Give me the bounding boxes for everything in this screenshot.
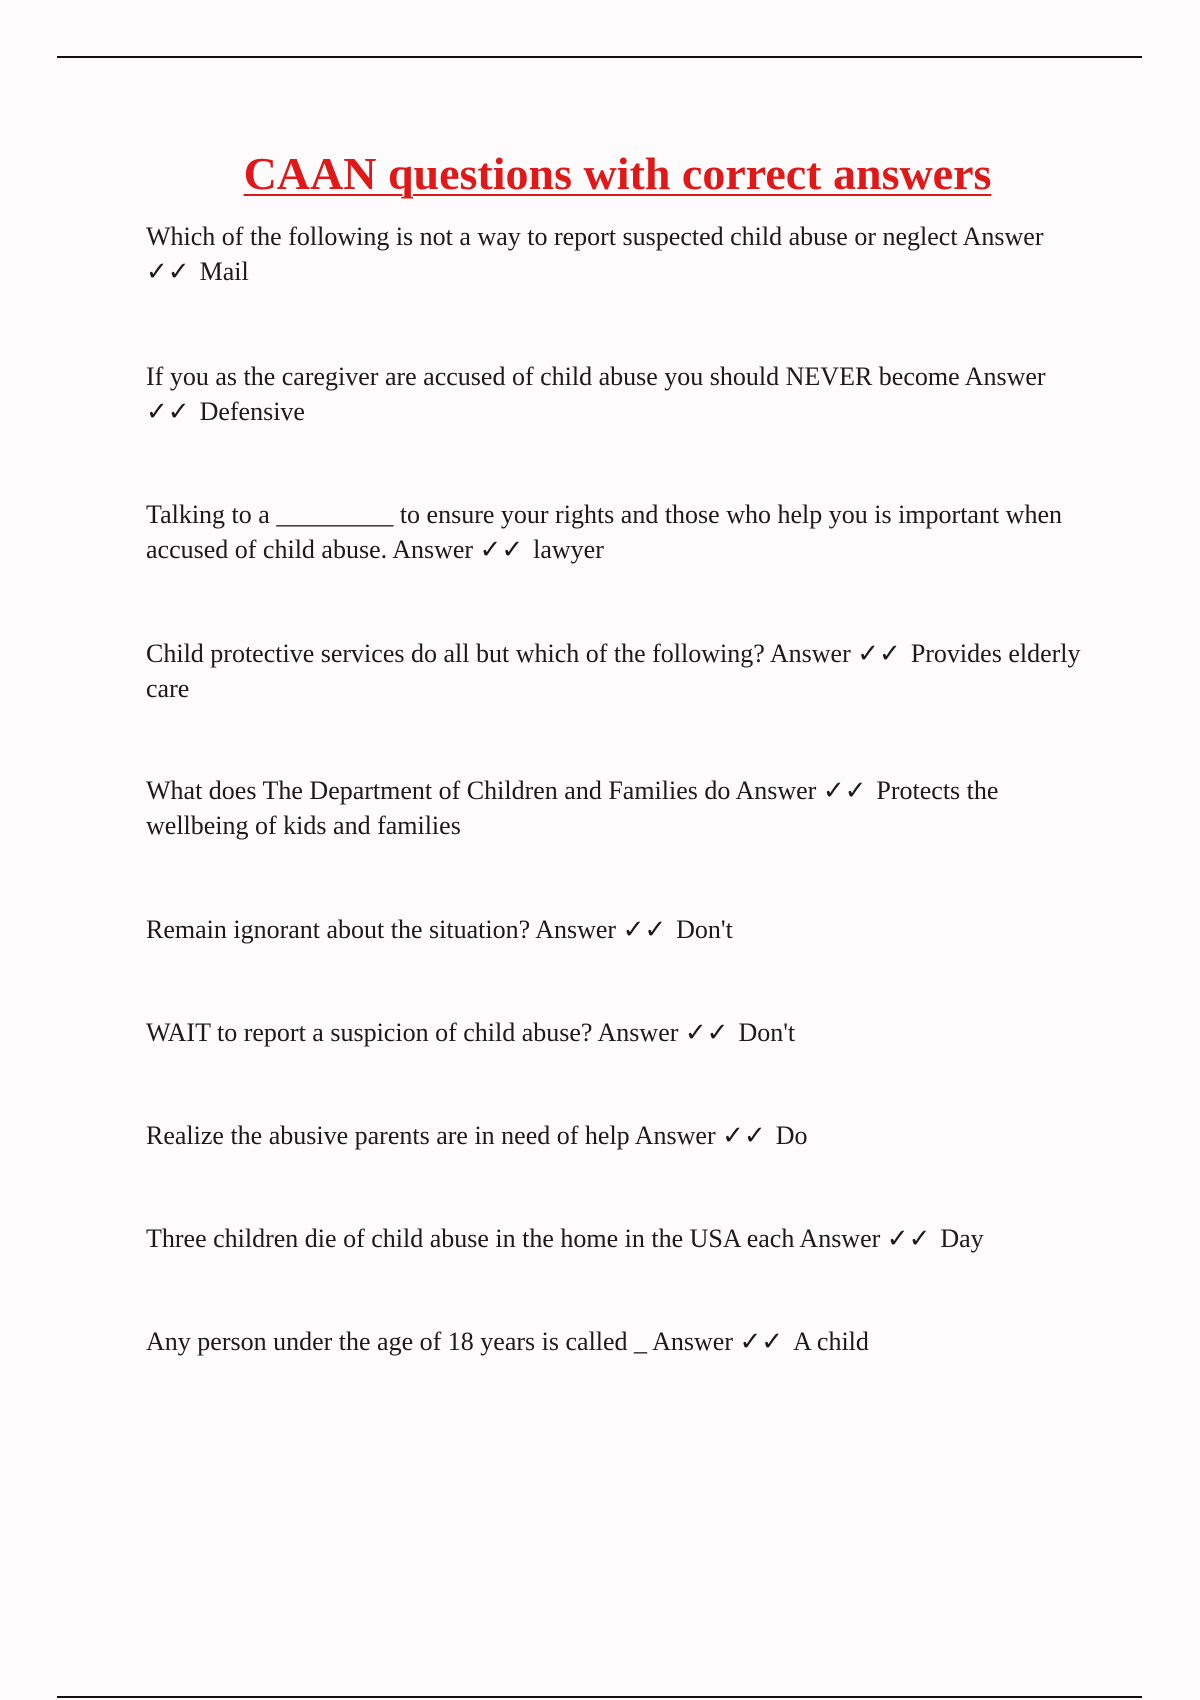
qa-item <box>146 912 1086 947</box>
bottom-divider <box>57 1696 1142 1698</box>
question-text: Remain ignorant about the situation? Answer ✓✓ <box>146 915 667 944</box>
answer-text: Do <box>775 1121 808 1150</box>
answer-text: Don't <box>738 1018 796 1047</box>
question-text: Child protective services do all but which of the following? Answer ✓✓ <box>146 639 901 668</box>
question-text: Realize the abusive parents are in need of help Answer ✓✓ <box>146 1121 766 1150</box>
question-text: If you as the caregiver are accused of child abuse you should NEVER become Answer ✓✓ <box>146 362 1046 426</box>
document-title: CAAN questions with correct answers <box>243 148 992 199</box>
answer-text: Mail <box>199 257 249 286</box>
top-divider <box>57 56 1142 58</box>
question-text: Any person under the age of 18 years is called _ Answer ✓✓ <box>146 1327 784 1356</box>
question-text: Three children die of child abuse in the home in the USA each Answer ✓✓ <box>146 1224 931 1253</box>
qa-item <box>146 497 1086 567</box>
answer-text: A child <box>793 1327 869 1356</box>
question-text: What does The Department of Children and Families do Answer ✓✓ <box>146 776 867 805</box>
answer-text: Day <box>940 1224 984 1253</box>
qa-item <box>146 219 1086 289</box>
qa-item <box>146 1015 1086 1050</box>
qa-item <box>146 1118 1086 1153</box>
question-text: Which of the following is not a way to report suspected child abuse or neglect Answer ✓✓ <box>146 222 1044 286</box>
question-text: Talking to a _________ to ensure your rights and those who help you is important when accused of child abuse. Answer ✓✓ <box>146 500 1062 564</box>
qa-item <box>146 1324 1086 1359</box>
qa-item <box>146 1221 1086 1256</box>
qa-item <box>146 773 1086 843</box>
answer-text: Protects the wellbeing of kids and families <box>146 776 999 840</box>
answer-text: Defensive <box>199 397 305 426</box>
qa-item <box>146 359 1086 429</box>
answer-text: Don't <box>676 915 733 944</box>
question-text: WAIT to report a suspicion of child abuse? Answer ✓✓ <box>146 1018 729 1047</box>
qa-item <box>146 636 1086 706</box>
answer-text: Provides elderly care <box>146 639 1081 703</box>
answer-text: lawyer <box>533 535 604 564</box>
